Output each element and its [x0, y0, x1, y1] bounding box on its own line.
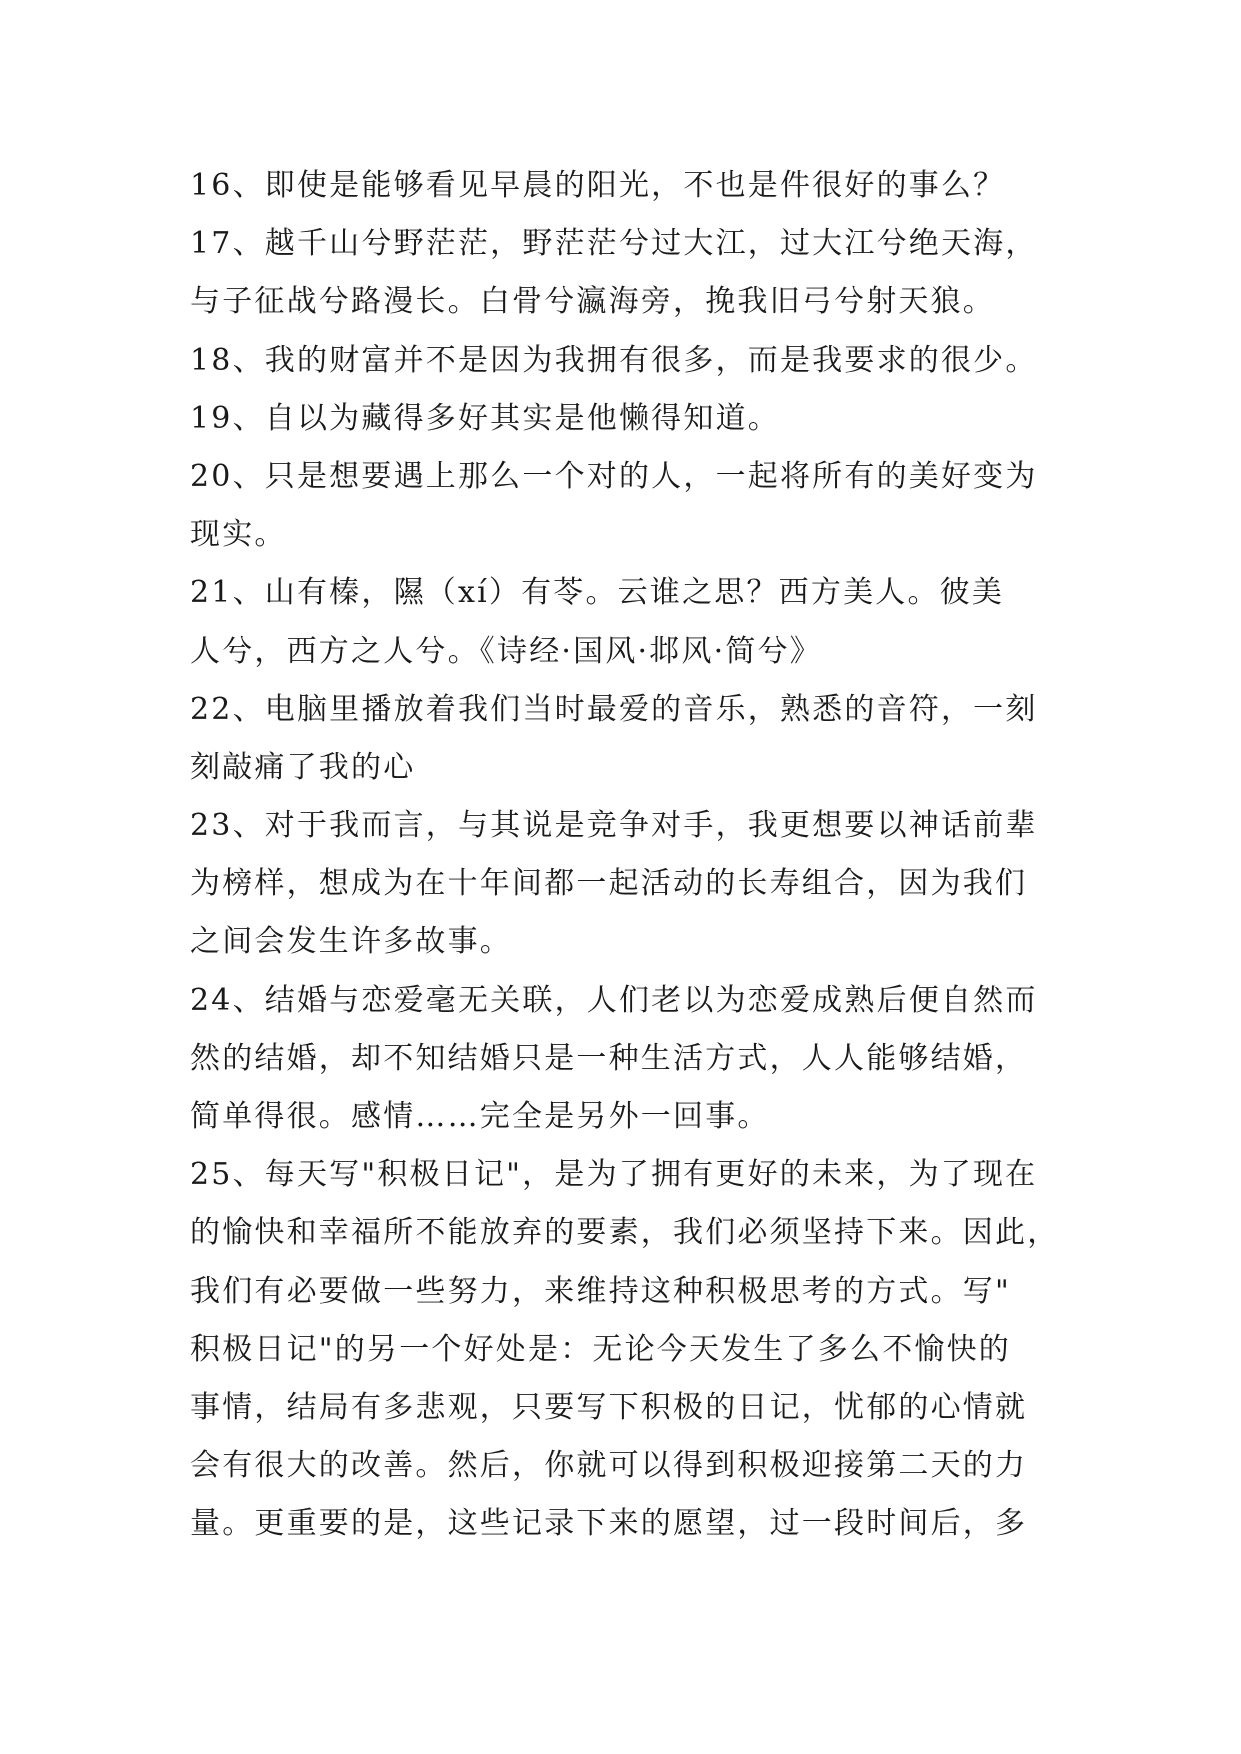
text-line: 我们有必要做一些努力，来维持这种积极思考的方式。写" — [190, 1273, 1011, 1309]
text-line: 16、即使是能够看见早晨的阳光，不也是件很好的事么？ — [190, 168, 1006, 203]
text-line: 然的结婚，却不知结婚只是一种生活方式，人人能够结婚， — [190, 1040, 1028, 1076]
text-line: 19、自以为藏得多好其实是他懒得知道。 — [190, 400, 780, 436]
text-line: 积极日记"的另一个好处是：无论今天发生了多么不愉快的 — [190, 1331, 1011, 1367]
text-line: 简单得很。感情……完全是另外一回事。 — [190, 1099, 770, 1134]
text-line: 21、山有榛，隰（xí）有苓。云谁之思？西方美人。彼美 — [190, 575, 1005, 611]
document-body — [190, 157, 1080, 1554]
text-line: 的愉快和幸福所不能放弃的要素，我们必须坚持下来。因此， — [190, 1215, 1060, 1251]
text-line: 与子征战兮路漫长。白骨兮瀛海旁，挽我旧弓兮射天狼。 — [190, 284, 995, 320]
text-line: 17、越千山兮野茫茫，野茫茫兮过大江，过大江兮绝天海， — [190, 226, 1038, 262]
text-line: 人兮，西方之人兮。《诗经·国风·邶风·简兮》 — [190, 633, 823, 669]
text-line: 为榜样，想成为在十年间都一起活动的长寿组合，因为我们 — [190, 866, 1028, 902]
text-line: 会有很大的改善。然后，你就可以得到积极迎接第二天的力 — [190, 1448, 1028, 1484]
text-line: 22、电脑里播放着我们当时最爱的音乐，熟悉的音符，一刻 — [190, 691, 1038, 727]
text-line: 事情，结局有多悲观，只要写下积极的日记，忧郁的心情就 — [190, 1389, 1028, 1425]
text-line: 25、每天写"积极日记"，是为了拥有更好的未来，为了现在 — [190, 1157, 1038, 1193]
text-line: 24、结婚与恋爱毫无关联，人们老以为恋爱成熟后便自然而 — [190, 982, 1038, 1018]
text-line: 18、我的财富并不是因为我拥有很多，而是我要求的很少。 — [190, 342, 1038, 378]
text-line: 量。更重要的是，这些记录下来的愿望，过一段时间后，多 — [190, 1506, 1028, 1542]
text-line: 刻敲痛了我的心 — [190, 749, 416, 785]
text-line: 现实。 — [190, 517, 287, 553]
text-line: 20、只是想要遇上那么一个对的人，一起将所有的美好变为 — [190, 458, 1038, 494]
text-line: 23、对于我而言，与其说是竞争对手，我更想要以神话前辈 — [190, 808, 1038, 844]
text-line: 之间会发生许多故事。 — [190, 924, 512, 960]
